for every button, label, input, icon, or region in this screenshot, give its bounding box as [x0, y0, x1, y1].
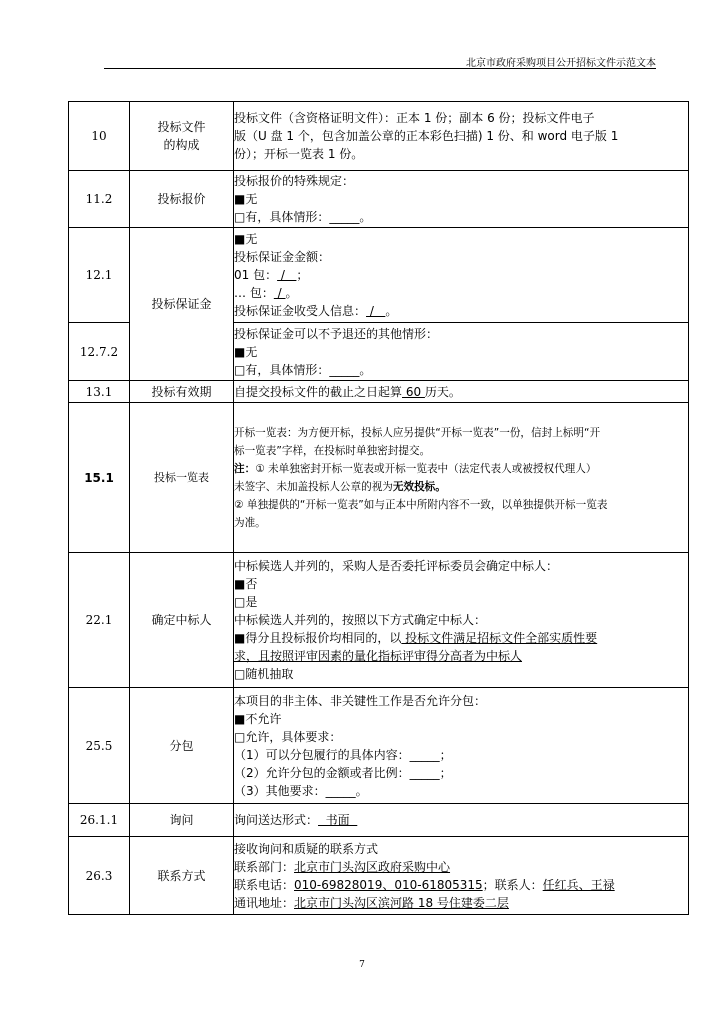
content-line: （1）可以分包履行的具体内容：_____；	[234, 747, 452, 762]
clause-title: 投标有效期	[130, 381, 234, 403]
contact-department: 北京市门头沟区政府采购中心	[294, 859, 451, 874]
text: 联系部门：	[234, 859, 295, 874]
clause-title	[130, 102, 234, 171]
content-line	[234, 858, 688, 876]
underlined-value: /	[277, 268, 297, 282]
content-line: □有，具体情形：_____。	[234, 210, 372, 224]
content-line: 投标保证金可以不予退还的其他情形：	[234, 326, 439, 341]
content-line: □有，具体情形：_____。	[234, 362, 372, 377]
content-line	[234, 478, 688, 496]
content-line	[234, 302, 688, 320]
content-line: 中标候选人并列的，采购人是否委托评标委员会确定中标人：	[234, 559, 559, 573]
content-line: □是	[234, 595, 258, 609]
clause-title: 投标保证金	[130, 228, 234, 381]
content-line: ■否	[234, 577, 258, 591]
content-line: （3）其他要求：_____。	[234, 783, 368, 798]
invalid-bid-text: 无效投标。	[392, 480, 446, 493]
text: 投标保证金收受人信息：	[234, 304, 367, 318]
content-line: 投标报价的特殊规定：	[234, 174, 355, 188]
content-line: 版（U 盘 1 个，包含加盖公章的正本彩色扫描) 1 份、和 word 电子版 1	[234, 129, 619, 143]
table-row	[69, 837, 689, 915]
header-rule	[104, 68, 656, 69]
content-line: ■无	[234, 232, 258, 246]
content-line: 为准。	[234, 516, 266, 529]
content-line	[234, 383, 688, 401]
content-line	[234, 876, 688, 894]
text: 联系电话：	[234, 877, 295, 892]
page-number: 7	[359, 960, 365, 970]
clause-number: 26.1.1	[69, 804, 130, 837]
content-line: □允许，具体要求：	[234, 729, 342, 744]
clause-number: 12.7.2	[69, 323, 130, 381]
text: 。	[385, 304, 398, 318]
table-row	[69, 688, 689, 804]
content-line: ② 单独提供的“开标一览表”如与正本中所附内容不一致，以单独提供开标一览表	[234, 498, 608, 511]
clause-number: 10	[69, 102, 130, 171]
content-line	[234, 629, 688, 647]
clause-content	[234, 553, 689, 688]
clause-number: 25.5	[69, 688, 130, 804]
text: ；联系人：	[482, 877, 543, 892]
content-line	[234, 647, 688, 665]
clause-title: 分包	[130, 688, 234, 804]
content-line: □随机抽取	[234, 667, 294, 681]
clause-content	[234, 804, 689, 837]
clause-title: 投标报价	[130, 171, 234, 228]
content-line	[234, 894, 688, 912]
content-line: 接收询问和质疑的联系方式	[234, 841, 379, 856]
underlined-value: /	[366, 304, 386, 318]
table-row	[69, 804, 689, 837]
content-line	[234, 284, 688, 302]
underlined-value: 60	[402, 384, 425, 399]
text: 询问送达形式：	[234, 813, 319, 827]
clause-number: 12.1	[69, 228, 130, 323]
content-line: （2）允许分包的金额或者比例：_____；	[234, 765, 452, 780]
underlined-value: /	[273, 286, 286, 300]
clause-title: 联系方式	[130, 837, 234, 915]
content-line: ■无	[234, 192, 258, 206]
table-row	[69, 102, 689, 171]
content-line: 投标保证金金额：	[234, 250, 331, 264]
content-line: ■不允许	[234, 711, 282, 726]
running-header: 北京市政府采购项目公开招标文件示范文本	[466, 58, 656, 69]
clause-title-line: 的构成	[163, 138, 200, 152]
table-row	[69, 381, 689, 403]
clause-content	[234, 323, 689, 381]
content-line	[234, 811, 688, 829]
note-label: 注：	[234, 462, 256, 475]
text: 01 包：	[234, 268, 278, 282]
text: 。	[285, 286, 298, 300]
content-line: 投标文件（含资格证明文件）：正本 1 份；副本 6 份；投标文件电子	[234, 111, 595, 125]
text: 未签字、未加盖投标人公章的视为	[234, 480, 393, 493]
table-row	[69, 553, 689, 688]
contact-person: 任红兵、王禄	[542, 877, 615, 892]
clause-content	[234, 171, 689, 228]
clause-title: 确定中标人	[130, 553, 234, 688]
text: ① 未单独密封开标一览表或开标一览表中（法定代表人或被授权代理人）	[255, 462, 597, 475]
text: 历天。	[424, 384, 461, 399]
clause-content	[234, 688, 689, 804]
underlined-value: 求，且按照评审因素的量化指标评审得分高者为中标人	[234, 649, 523, 663]
clause-title: 投标一览表	[130, 403, 234, 553]
content-line: 份）；开标一览表 1 份。	[234, 147, 364, 161]
clause-content	[234, 403, 689, 553]
text: ■得分且投标报价均相同的，以	[234, 631, 402, 645]
text: ；	[296, 268, 309, 282]
clause-title: 询问	[130, 804, 234, 837]
clause-title-line: 投标文件	[157, 120, 206, 134]
content-line: 开标一览表：为方便开标，投标人应另提供“开标一览表”一份，信封上标明“开	[234, 426, 601, 439]
text: 自提交投标文件的截止之日起算	[234, 384, 403, 399]
table-row	[69, 403, 689, 553]
bid-info-table	[68, 101, 689, 915]
content-line: 中标候选人并列的，按照以下方式确定中标人：	[234, 613, 487, 627]
content-line	[234, 266, 688, 284]
table-row	[69, 171, 689, 228]
underlined-value: 投标文件满足招标文件全部实质性要	[401, 631, 598, 645]
clause-number: 26.3	[69, 837, 130, 915]
clause-content	[234, 228, 689, 323]
content-line: ■无	[234, 344, 258, 359]
clause-number: 13.1	[69, 381, 130, 403]
clause-number: 11.2	[69, 171, 130, 228]
content-line	[234, 460, 688, 478]
clause-content	[234, 837, 689, 915]
contact-phone: 010-69828019、010-61805315	[294, 877, 483, 892]
underlined-value: 书面	[318, 813, 358, 827]
clause-number: 22.1	[69, 553, 130, 688]
contact-address: 北京市门头沟区滨河路 18 号住建委二层	[294, 895, 509, 910]
clause-content	[234, 381, 689, 403]
text: 通讯地址：	[234, 895, 295, 910]
clause-number: 15.1	[69, 403, 130, 553]
table-row	[69, 228, 689, 323]
content-line: 标一览表”字样，在投标时单独密封提交。	[234, 444, 431, 457]
content-line: 本项目的非主体、非关键性工作是否允许分包：	[234, 693, 487, 708]
text: … 包：	[234, 286, 274, 300]
clause-content	[234, 102, 689, 171]
